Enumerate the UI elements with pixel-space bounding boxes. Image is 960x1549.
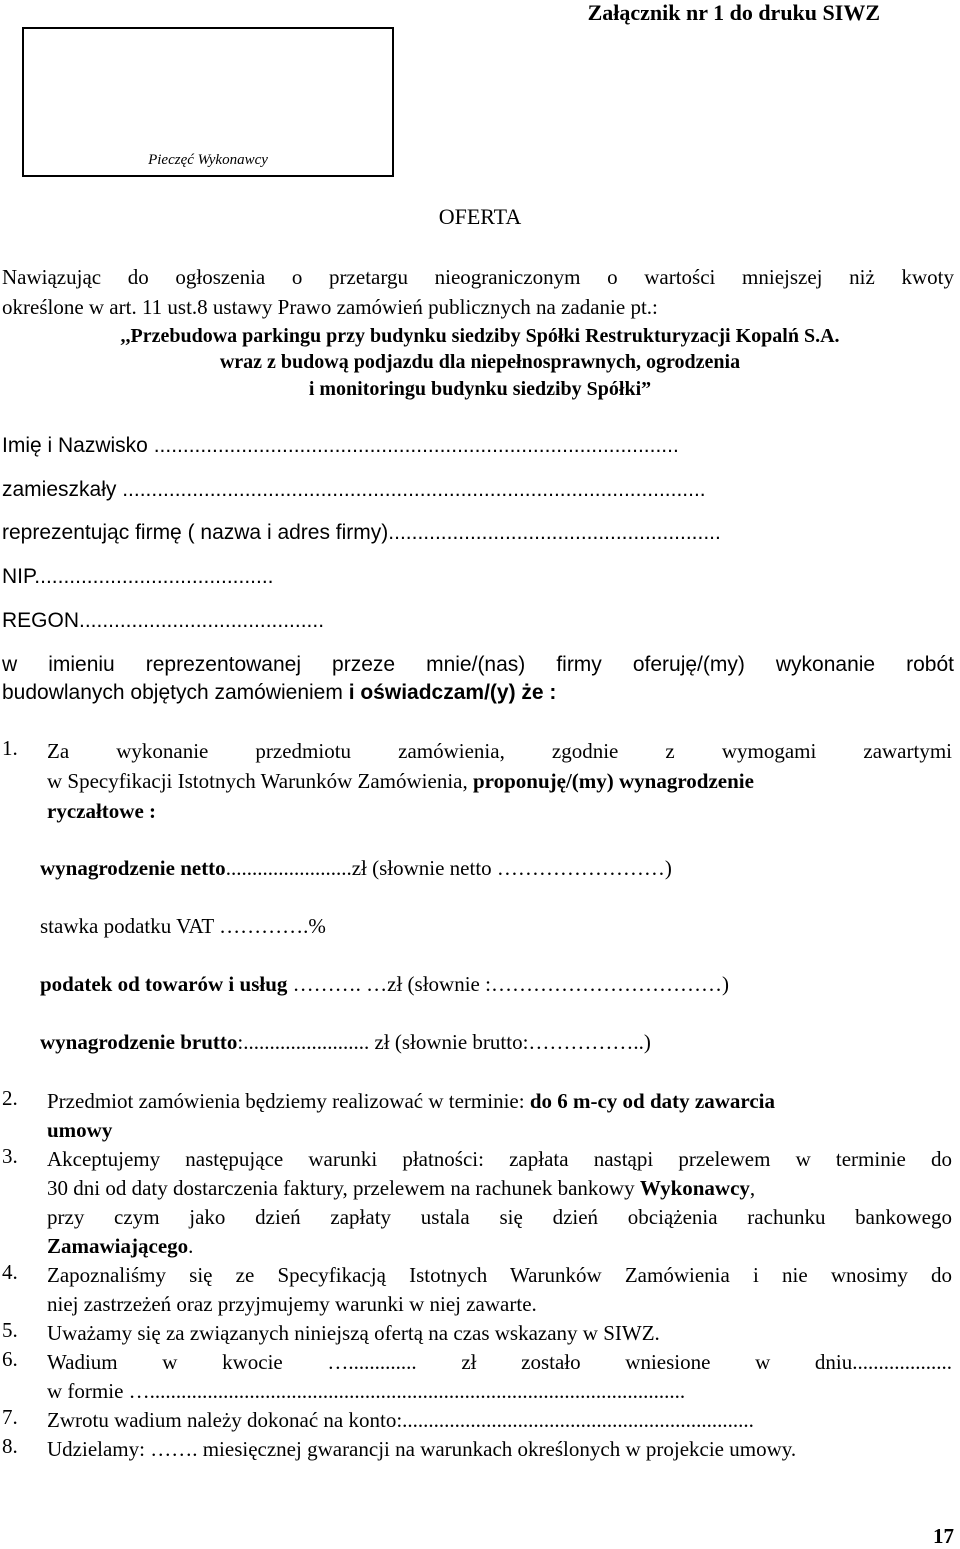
net-remuneration-row[interactable] [40, 853, 672, 883]
item-5-line-1: Uważamy się za związanych niniejszą ofertą na czas wskazany w SIWZ. [47, 1321, 660, 1345]
item-2-deadline: do 6 m-cy od daty zawarcia [529, 1089, 775, 1113]
company-field[interactable]: reprezentując firmę ( nazwa i adres firmy)......................................................... [2, 521, 721, 544]
item-6-line-2: w formie …...................................................................................................... [47, 1379, 686, 1403]
contractor-stamp-box [22, 27, 394, 177]
item-2-text: Przedmiot zamówienia będziemy realizować w terminie: [47, 1089, 530, 1113]
item-4-number: 4. [2, 1260, 18, 1284]
item-3-period: . [188, 1234, 194, 1258]
vat-rate-row[interactable]: stawka podatku VAT ………….% [40, 914, 326, 938]
item-6-number: 6. [2, 1347, 18, 1371]
item-2-line-2: umowy [47, 1118, 113, 1142]
tax-value: ………. …zł (słownie :……………………………) [287, 972, 729, 996]
item-3-contractor: Wykonawcy [639, 1176, 750, 1200]
tax-label: podatek od towarów i usług [40, 972, 288, 996]
project-title-line-2: wraz z budową podjazdu dla niepełnosprawnych, ogrodzenia [219, 351, 741, 373]
item-1-number: 1. [2, 736, 18, 760]
item-3-employer: Zamawiającego [47, 1234, 189, 1258]
declaration-line-1: w imieniu reprezentowanej przeze mnie/(nas) firmy oferuję/(my) wykonanie robót [2, 653, 954, 676]
item-3-text: 30 dni od daty dostarczenia faktury, przelewem na rachunek bankowy [47, 1176, 640, 1200]
residence-field[interactable]: zamieszkały .................................................................................................... [2, 478, 706, 501]
item-4-line-1: Zapoznaliśmy się ze Specyfikacją Istotnych Warunków Zamówienia i nie wnosimy do [47, 1263, 952, 1287]
item-3-line-4 [47, 1231, 193, 1261]
regon-field[interactable]: REGON.......................................... [2, 609, 325, 632]
declaration-text: budowlanych objętych zamówieniem [2, 681, 349, 704]
item-3-comma: , [749, 1176, 756, 1200]
item-1-line-1: Za wykonanie przedmiotu zamówienia, zgodnie z wymogami zawartymi [47, 739, 952, 763]
declaration-bold: i oświadczam/(y) że : [348, 681, 557, 704]
item-7-line-1: Zwrotu wadium należy dokonać na konto:................................................................... [47, 1408, 754, 1432]
nip-field[interactable]: NIP......................................... [2, 565, 274, 588]
gross-remuneration-label: wynagrodzenie brutto [40, 1030, 238, 1054]
name-field[interactable]: Imię i Nazwisko .......................................................................................... [2, 434, 679, 457]
item-6-line-1: Wadium w kwocie …............. zł zostało wniesione w dniu................... [47, 1350, 952, 1374]
intro-line-1: Nawiązując do ogłoszenia o przetargu nieograniczonym o wartości mniejszej niż kwoty [2, 265, 954, 289]
item-1-proposal-bold: proponuję/(my) wynagrodzenie [472, 769, 754, 793]
gross-remuneration-row[interactable] [40, 1027, 651, 1057]
net-remuneration-label: wynagrodzenie netto [40, 856, 226, 880]
item-8-line-1: Udzielamy: ……. miesięcznej gwarancji na warunkach określonych w projekcie umowy. [47, 1437, 797, 1461]
item-2-number: 2. [2, 1086, 18, 1110]
tax-row[interactable] [40, 969, 729, 999]
item-1-line-3: ryczałtowe : [47, 799, 157, 823]
item-4-line-2: niej zastrzeżeń oraz przyjmujemy warunki w niej zawarte. [47, 1292, 537, 1316]
stamp-label: Pieczęć Wykonawcy [148, 152, 268, 168]
item-8-number: 8. [2, 1434, 18, 1458]
offer-title: OFERTA [438, 204, 522, 229]
declaration-line-2 [2, 678, 556, 708]
page-header-title: Załącznik nr 1 do druku SIWZ [587, 0, 880, 25]
gross-remuneration-value: :........................ zł (słownie brutto:……………..) [237, 1030, 651, 1054]
item-1-spec-text: w Specyfikacji Istotnych Warunków Zamówienia, [47, 769, 473, 793]
item-7-number: 7. [2, 1405, 18, 1429]
item-1-line-2 [47, 766, 754, 796]
page-number: 17 [933, 1524, 954, 1548]
project-title-line-1: ,,Przebudowa parkingu przy budynku siedziby Spółki Restrukturyzacji Kopalń S.A. [120, 325, 840, 347]
item-2-line-1 [47, 1086, 775, 1116]
item-3-line-1: Akceptujemy następujące warunki płatności: zapłata nastąpi przelewem w terminie do [47, 1147, 952, 1171]
intro-line-2: określone w art. 11 ust.8 ustawy Prawo zamówień publicznych na zadanie pt.: [2, 295, 658, 319]
item-3-line-3: przy czym jako dzień zapłaty ustala się dzień obciążenia rachunku bankowego [47, 1205, 952, 1229]
net-remuneration-value: ........................zł (słownie netto ……………………) [225, 856, 672, 880]
project-title-line-3: i monitoringu budynku siedziby Spółki” [308, 378, 652, 400]
item-3-line-2 [47, 1173, 755, 1203]
item-5-number: 5. [2, 1318, 18, 1342]
item-3-number: 3. [2, 1144, 18, 1168]
